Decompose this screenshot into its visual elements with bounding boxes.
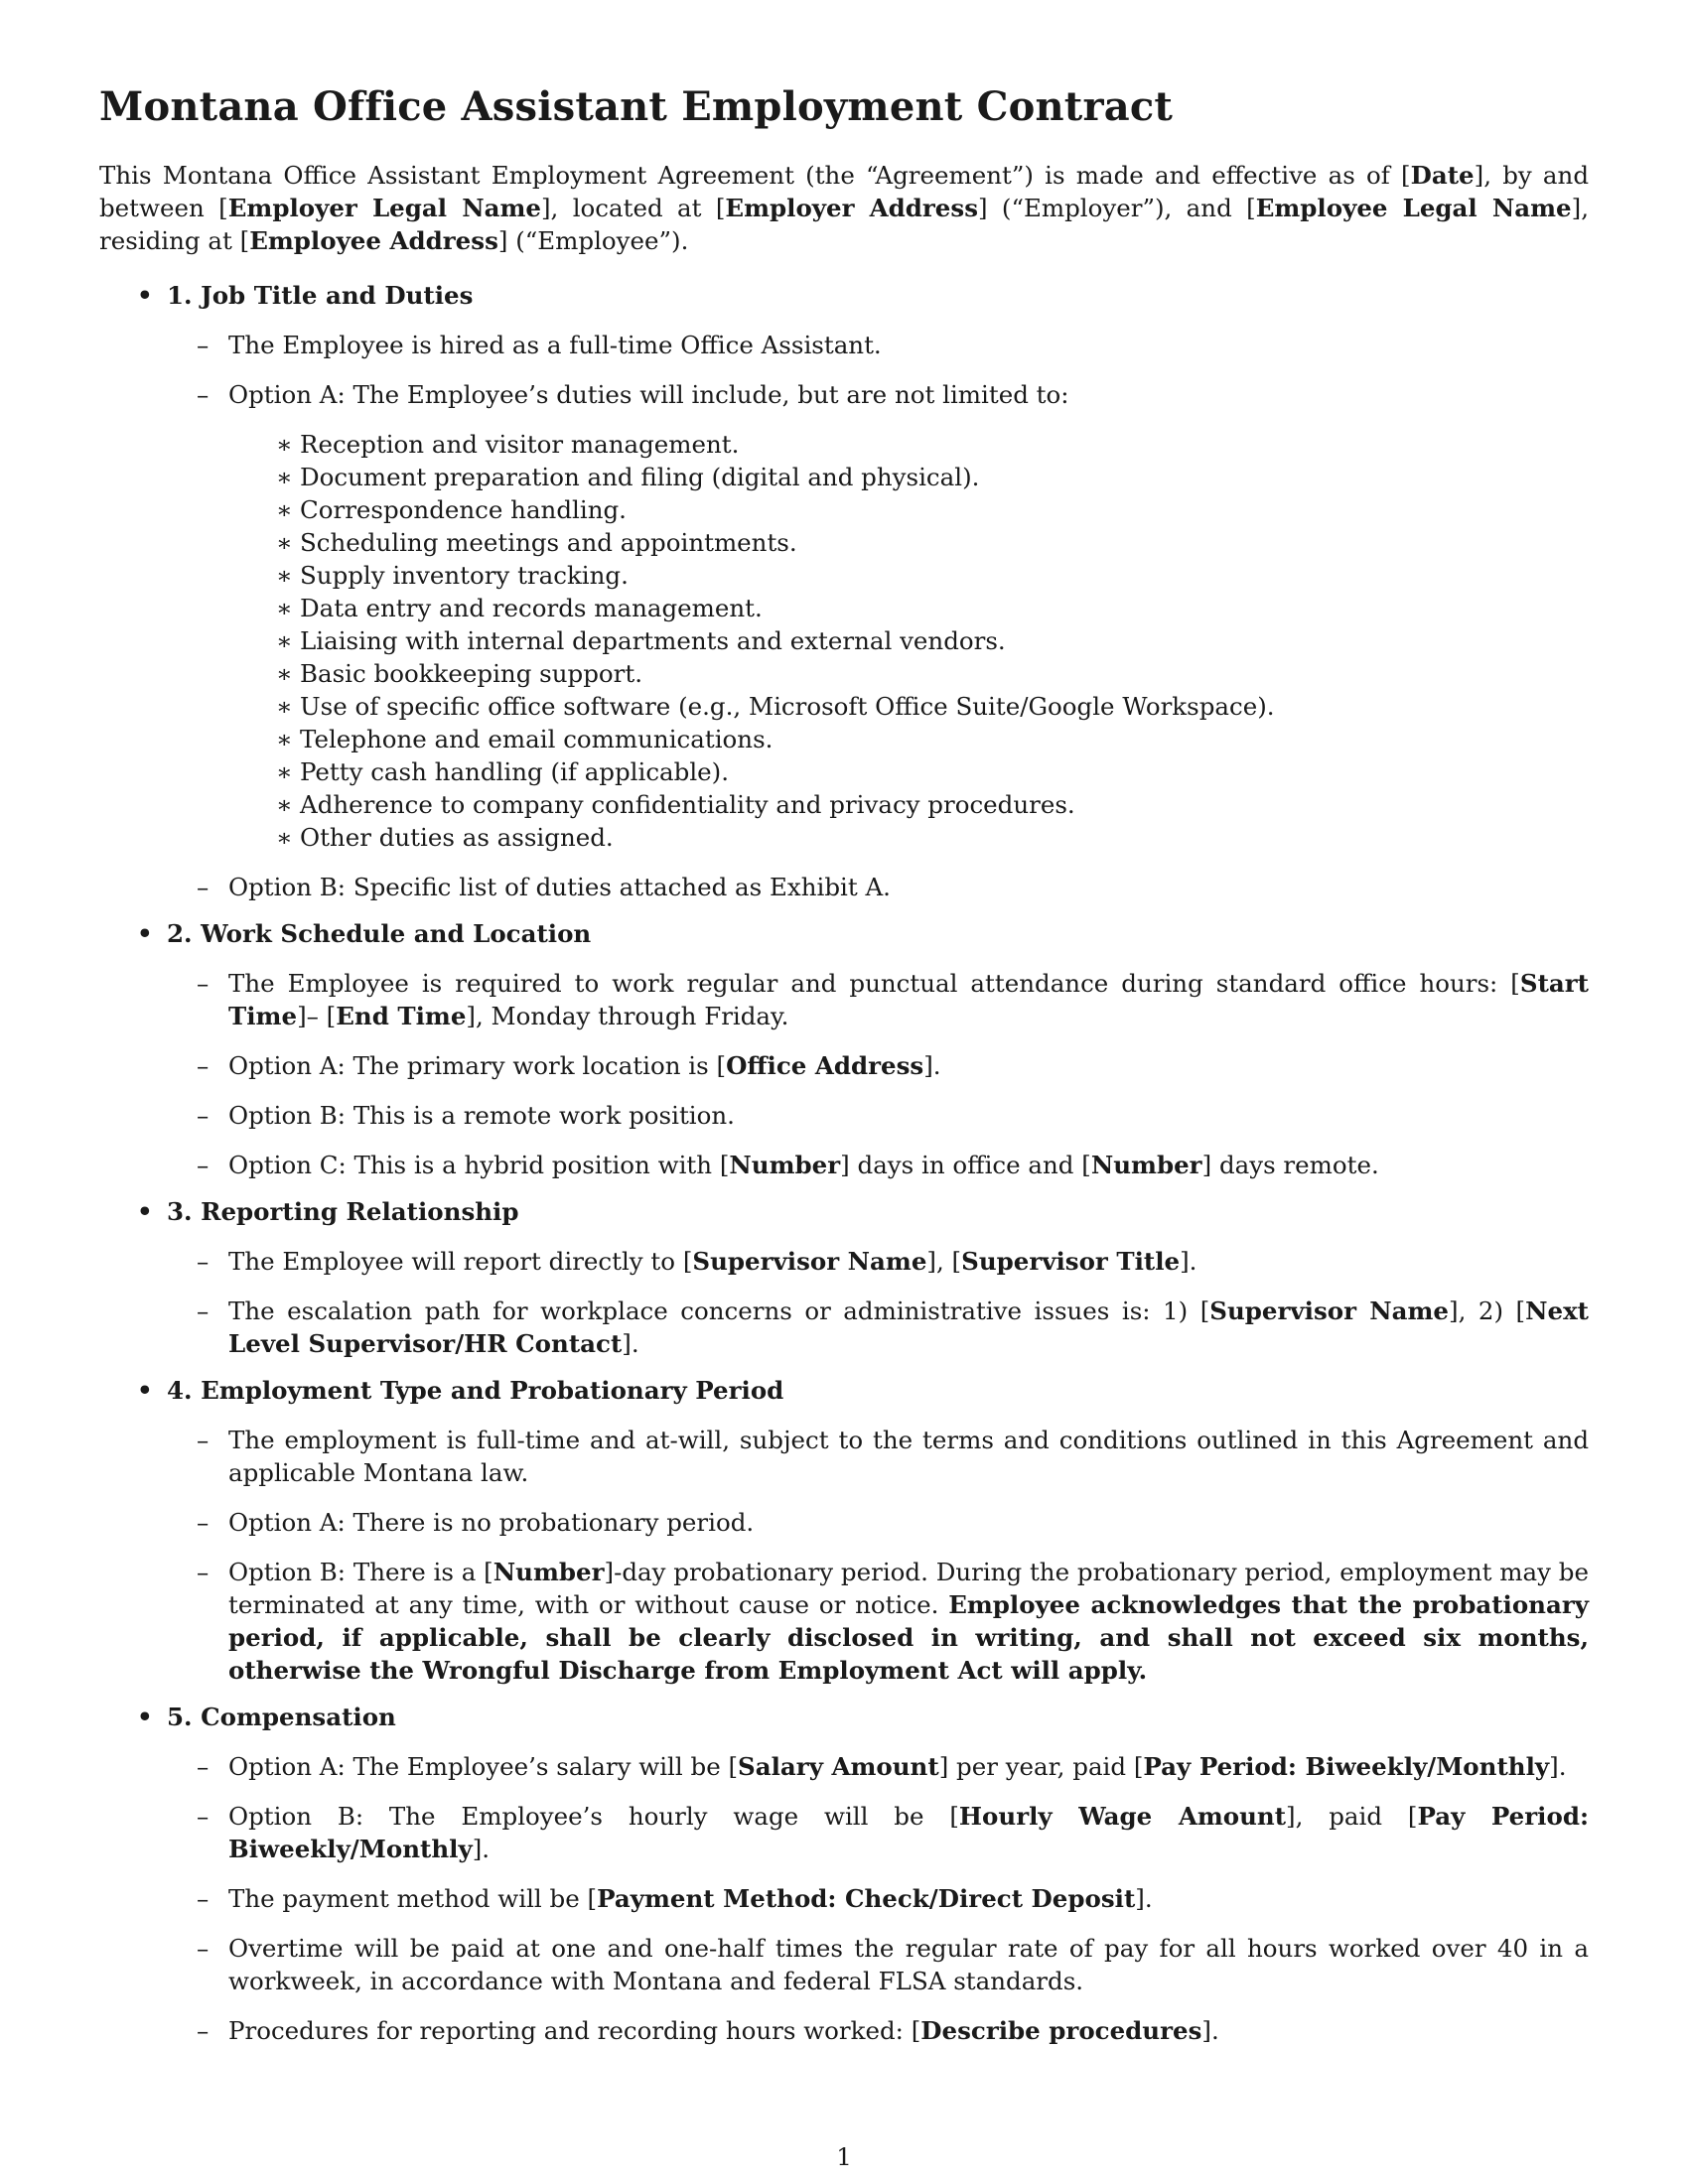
duty-item: ∗ Telephone and email communications.	[278, 723, 1589, 755]
section-employment-type	[99, 1360, 1589, 1687]
number-placeholder: Number	[492, 1558, 605, 1586]
duty-item: ∗ Adherence to company confidentiality and privacy procedures.	[278, 788, 1589, 821]
number-placeholder: Number	[1090, 1151, 1202, 1179]
duty-item: ∗ Liaising with internal departments and external vendors.	[278, 624, 1589, 657]
sections-list	[99, 265, 1589, 2047]
duty-item: ∗ Correspondence handling.	[278, 493, 1589, 526]
duty-item: ∗ Use of specific office software (e.g., Microsoft Office Suite/Google Workspace).	[278, 690, 1589, 723]
section-compensation	[99, 1687, 1589, 2047]
document-page	[99, 81, 1589, 2047]
supervisor-name-placeholder: Supervisor Name	[1209, 1297, 1450, 1325]
date-placeholder: Date	[1410, 161, 1475, 190]
list-item: – The escalation path for workplace concerns or administrative issues is: 1) [Supervisor Name], 2) [Next Level Supervisor/HR Contact].	[167, 1278, 1589, 1360]
section-reporting-relationship	[99, 1181, 1589, 1360]
duty-item: ∗ Basic bookkeeping support.	[278, 657, 1589, 690]
section-heading: • 4. Employment Type and Probationary Period	[167, 1360, 1589, 1407]
list-item: – Procedures for reporting and recording hours worked: [Describe procedures].	[167, 1997, 1589, 2047]
number-placeholder: Number	[729, 1151, 841, 1179]
section-heading: • 5. Compensation	[167, 1687, 1589, 1733]
end-time-placeholder: End Time	[336, 1002, 467, 1030]
hourly-wage-placeholder: Hourly Wage Amount	[958, 1802, 1287, 1831]
next-level-supervisor-placeholder: Next Level Supervisor/HR Contact	[228, 1297, 1589, 1358]
employee-name-placeholder: Employee Legal Name	[1255, 194, 1572, 222]
duty-item: ∗ Other duties as assigned.	[278, 821, 1589, 854]
list-item: – Option B: This is a remote work position.	[167, 1082, 1589, 1132]
duty-item: ∗ Document preparation and filing (digital and physical).	[278, 461, 1589, 493]
payment-method-placeholder: Payment Method: Check/Direct Deposit	[597, 1884, 1136, 1913]
list-item: – Option B: The Employee’s hourly wage will be [Hourly Wage Amount], paid [Pay Period: Biweekly/Monthly].	[167, 1783, 1589, 1865]
list-item: – The Employee will report directly to [Supervisor Name], [Supervisor Title].	[167, 1228, 1589, 1278]
list-item: – Option B: Specific list of duties attached as Exhibit A.	[167, 854, 1589, 903]
employee-address-placeholder: Employee Address	[249, 226, 498, 255]
employer-name-placeholder: Employer Legal Name	[227, 194, 541, 222]
section-heading: • 1. Job Title and Duties	[167, 265, 1589, 312]
duty-item: ∗ Reception and visitor management.	[278, 428, 1589, 461]
section-heading: • 2. Work Schedule and Location	[167, 903, 1589, 950]
document-title: Montana Office Assistant Employment Contract	[99, 83, 1174, 130]
list-item: – Option A: The primary work location is [Office Address].	[167, 1032, 1589, 1082]
office-address-placeholder: Office Address	[726, 1051, 924, 1080]
list-item: – Option A: The Employee’s duties will include, but are not limited to: ∗ Reception and visitor management. ∗ Document preparation and filing (digital and physical). ∗ Correspondence handling. ∗ Scheduling meetings and appointments. ∗ Supply inventory tracking. ∗ Data entry and records management. ∗ Liaising with internal departments and external vendors. ∗ Basic bookkeeping support. ∗ Use of specific office software (e.g., Microsoft Office Suite/Google Workspace). ∗ Telephone and email communications. ∗ Petty cash handling (if applicable). ∗ Adherence to company confidentiality and privacy procedures. ∗ Other duties as assigned.	[167, 361, 1589, 854]
list-item: – The payment method will be [Payment Method: Check/Direct Deposit].	[167, 1865, 1589, 1915]
supervisor-title-placeholder: Supervisor Title	[961, 1247, 1181, 1276]
duty-item: ∗ Scheduling meetings and appointments.	[278, 526, 1589, 559]
list-item: – The Employee is hired as a full-time Office Assistant.	[167, 312, 1589, 361]
probation-acknowledgement: Employee acknowledges that the probationary period, if applicable, shall be clearly disclosed in writing, and shall not exceed six months, otherwise the Wrongful Discharge from Employment Act will apply.	[228, 1590, 1589, 1685]
duty-item: ∗ Petty cash handling (if applicable).	[278, 755, 1589, 788]
section-work-schedule-location	[99, 903, 1589, 1181]
duty-item: ∗ Data entry and records management.	[278, 592, 1589, 624]
employer-address-placeholder: Employer Address	[725, 194, 978, 222]
list-item: – The employment is full-time and at-will, subject to the terms and conditions outlined in this Agreement and applicable Montana law.	[167, 1407, 1589, 1489]
list-item: – Option A: There is no probationary period.	[167, 1489, 1589, 1539]
list-item: – Option C: This is a hybrid position with [Number] days in office and [Number] days remote.	[167, 1132, 1589, 1181]
pay-period-placeholder: Pay Period: Biweekly/Monthly	[1143, 1752, 1550, 1781]
duties-list	[228, 411, 1589, 854]
start-time-placeholder: Start Time	[228, 969, 1589, 1030]
section-job-title-duties	[99, 265, 1589, 903]
supervisor-name-placeholder: Supervisor Name	[692, 1247, 927, 1276]
list-item: – Option A: The Employee’s salary will be [Salary Amount] per year, paid [Pay Period: Biweekly/Monthly].	[167, 1733, 1589, 1783]
pay-period-placeholder: Pay Period: Biweekly/Monthly	[228, 1802, 1590, 1863]
list-item: – The Employee is required to work regular and punctual attendance during standard office hours: [Start Time]– [End Time], Monday through Friday.	[167, 950, 1589, 1032]
procedures-placeholder: Describe procedures	[920, 2016, 1202, 2045]
intro-paragraph: This Montana Office Assistant Employment Agreement (the “Agreement”) is made and effective as of [Date], by and between [Employer Legal Name], located at [Employer Address] (“Employer”), and [Employee Legal Name], residing at [Employee Address] (“Employee”).	[99, 161, 1590, 255]
salary-amount-placeholder: Salary Amount	[738, 1752, 939, 1781]
page-number: 1	[836, 2142, 852, 2171]
section-heading: • 3. Reporting Relationship	[167, 1181, 1589, 1228]
duty-item: ∗ Supply inventory tracking.	[278, 559, 1589, 592]
list-item: – Option B: There is a [Number]-day probationary period. During the probationary period, employment may be terminated at any time, with or without cause or notice. Employee acknowledges that the probationary period, if applicable, shall be clearly disclosed in writing, and shall not exceed six months, otherwise the Wrongful Discharge from Employment Act will apply.	[167, 1539, 1589, 1687]
list-item: – Overtime will be paid at one and one-half times the regular rate of pay for all hours worked over 40 in a workweek, in accordance with Montana and federal FLSA standards.	[167, 1915, 1589, 1997]
